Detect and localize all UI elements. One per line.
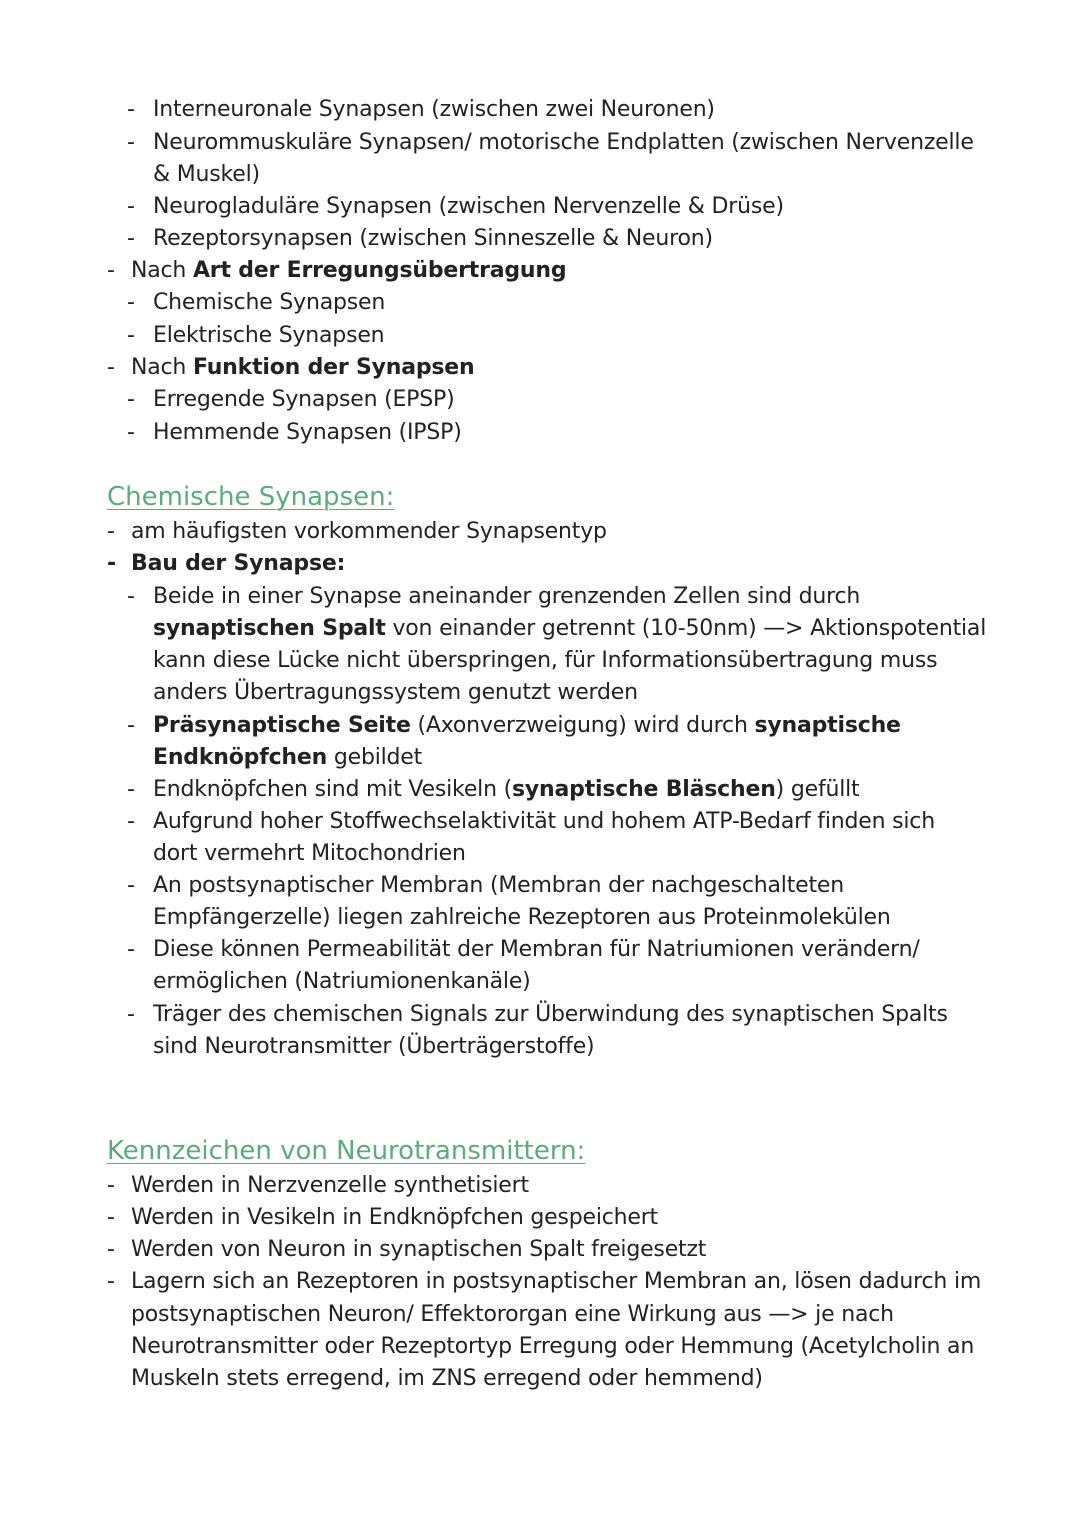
list-item: Endknöpfchen sind mit Vesikeln (synaptische Bläschen) gefüllt (153, 777, 860, 802)
list-item: Werden in Nerzvenzelle synthetisiert (131, 1173, 529, 1198)
list-item: An postsynaptischer Membran (Membran der nachgeschalteten (153, 873, 844, 898)
bullet-dash: - (127, 420, 135, 445)
list-item-continuation: ermöglichen (Natriumionenkanäle) (153, 969, 531, 994)
list-item: Chemische Synapsen (153, 290, 386, 315)
bullet-dash: - (127, 226, 135, 251)
list-item-bau: Bau der Synapse: (131, 551, 346, 576)
list-item: Werden von Neuron in synaptischen Spalt freigesetzt (131, 1237, 707, 1262)
bullet-dash: - (127, 194, 135, 219)
list-item: Neurogladuläre Synapsen (zwischen Nervenzelle & Drüse) (153, 194, 784, 219)
list-item: Erregende Synapsen (EPSP) (153, 387, 455, 412)
bullet-dash: - (107, 1173, 115, 1198)
list-item-continuation: dort vermehrt Mitochondrien (153, 841, 466, 866)
list-item-continuation: sind Neurotransmitter (Überträgerstoffe) (153, 1034, 595, 1059)
list-item: Elektrische Synapsen (153, 323, 385, 348)
list-item: Neurommuskuläre Synapsen/ motorische Endplatten (zwischen Nervenzelle (153, 130, 974, 155)
section-heading-kennzeichen: Kennzeichen von Neurotransmittern: (107, 1136, 586, 1166)
bullet-dash: - (107, 519, 115, 544)
bullet-dash: - (107, 258, 115, 283)
list-item-funktion: Nach Funktion der Synapsen (131, 355, 475, 380)
bullet-dash: - (127, 97, 135, 122)
bullet-dash: - (127, 713, 135, 738)
bullet-dash: - (107, 1205, 115, 1230)
list-item-continuation: Endknöpfchen gebildet (153, 745, 423, 770)
bullet-dash: - (107, 355, 115, 380)
list-item: Aufgrund hoher Stoffwechselaktivität und hohem ATP-Bedarf finden sich (153, 809, 935, 834)
bullet-dash: - (127, 323, 135, 348)
list-item-continuation: kann diese Lücke nicht überspringen, für Informationsübertragung muss (153, 648, 938, 673)
list-item-continuation: synaptischen Spalt von einander getrennt (10-50nm) —> Aktionspotential (153, 616, 987, 641)
bullet-dash: - (127, 809, 135, 834)
bullet-dash: - (127, 130, 135, 155)
list-item-continuation: Neurotransmitter oder Rezeptortyp Erregung oder Hemmung (Acetylcholin an (131, 1334, 975, 1359)
bullet-dash: - (127, 873, 135, 898)
list-item: Präsynaptische Seite (Axonverzweigung) wird durch synaptische (153, 713, 901, 738)
list-item: Interneuronale Synapsen (zwischen zwei Neuronen) (153, 97, 715, 122)
list-item-continuation: Muskeln stets erregend, im ZNS erregend oder hemmend) (131, 1366, 763, 1391)
list-item-continuation: postsynaptischen Neuron/ Effektororgan eine Wirkung aus —> je nach (131, 1302, 894, 1327)
bullet-dash: - (107, 551, 117, 576)
list-item: Beide in einer Synapse aneinander grenzenden Zellen sind durch (153, 584, 861, 609)
list-item-continuation: Empfängerzelle) liegen zahlreiche Rezeptoren aus Proteinmolekülen (153, 905, 891, 930)
bullet-dash: - (127, 1002, 135, 1027)
section-heading-chemische: Chemische Synapsen: (107, 482, 395, 512)
list-item-continuation: & Muskel) (153, 162, 260, 187)
list-item: am häufigsten vorkommender Synapsentyp (131, 519, 607, 544)
list-item: Werden in Vesikeln in Endknöpfchen gespeichert (131, 1205, 658, 1230)
bullet-dash: - (107, 1269, 115, 1294)
list-item: Träger des chemischen Signals zur Überwindung des synaptischen Spalts (153, 1002, 948, 1027)
list-item: Lagern sich an Rezeptoren in postsynaptischer Membran an, lösen dadurch im (131, 1269, 982, 1294)
list-item-art: Nach Art der Erregungsübertragung (131, 258, 567, 283)
bullet-dash: - (127, 387, 135, 412)
list-item: Rezeptorsynapsen (zwischen Sinneszelle & Neuron) (153, 226, 713, 251)
bullet-dash: - (127, 937, 135, 962)
list-item: Diese können Permeabilität der Membran für Natriumionen verändern/ (153, 937, 920, 962)
bullet-dash: - (107, 1237, 115, 1262)
bullet-dash: - (127, 290, 135, 315)
bullet-dash: - (127, 584, 135, 609)
bullet-dash: - (127, 777, 135, 802)
list-item-continuation: anders Übertragungssystem genutzt werden (153, 680, 638, 705)
list-item: Hemmende Synapsen (IPSP) (153, 420, 462, 445)
